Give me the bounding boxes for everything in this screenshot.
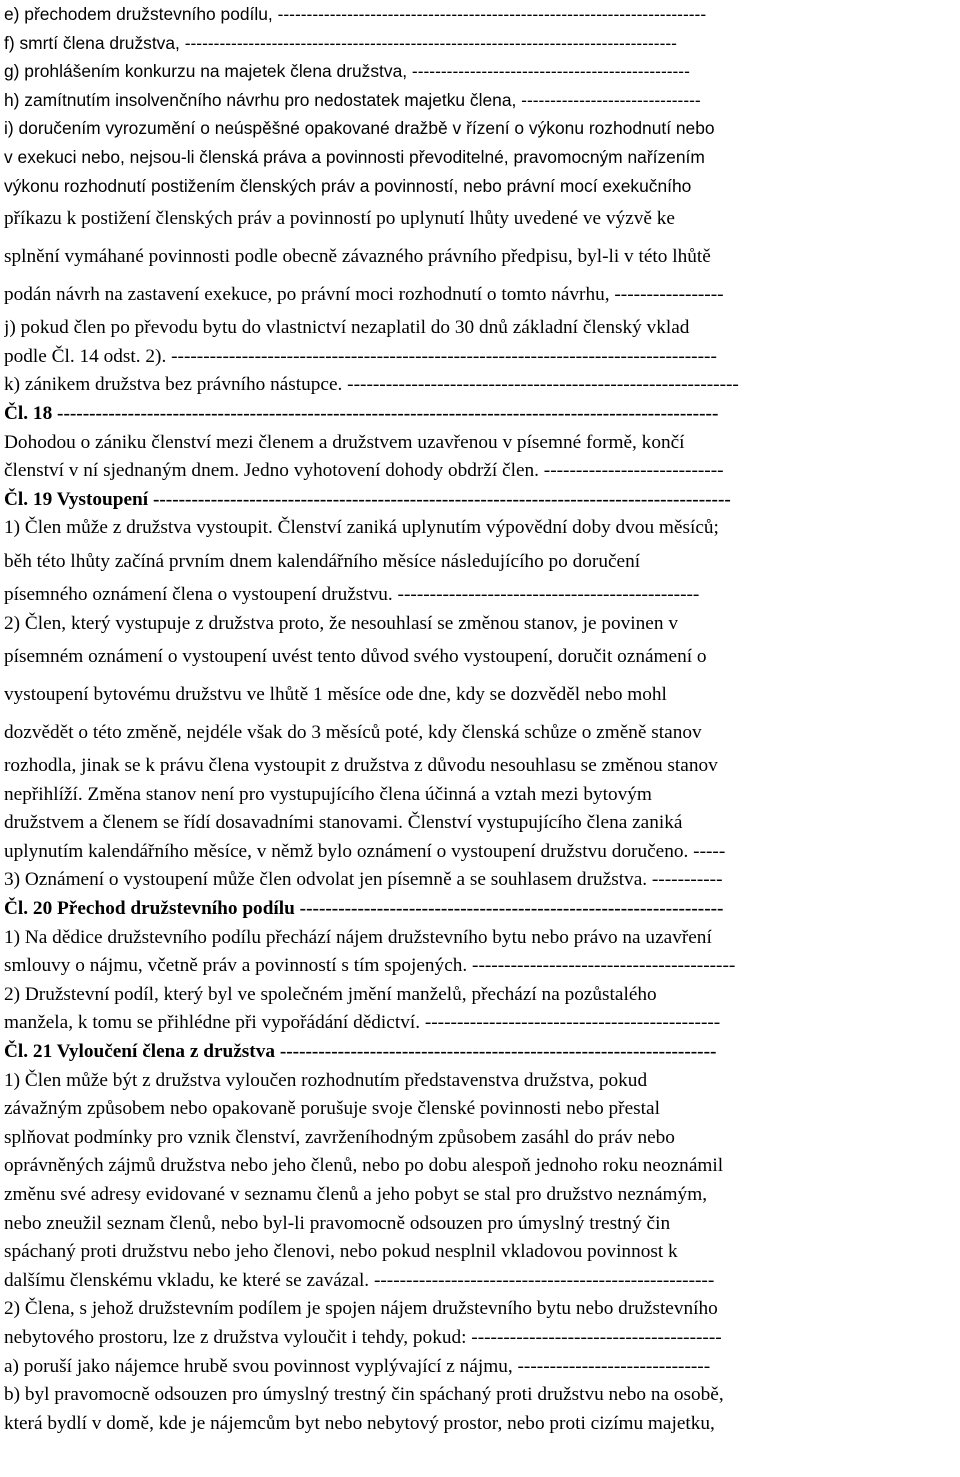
text-line: Čl. 20 Přechod družstevního podílu ------------------------------------------------------------------ xyxy=(4,898,724,920)
text-line: j) pokud člen po převodu bytu do vlastnictví nezaplatil do 30 dnů základní členský vklad xyxy=(4,317,690,339)
text-line: splňovat podmínky pro vznik členství, zavrženíhodným způsobem zasáhl do práv nebo xyxy=(4,1126,675,1148)
text-line: družstvem a členem se řídí dosavadními stanovami. Členství vystupujícího člena zaniká xyxy=(4,812,683,834)
text-line: 1) Člen může z družstva vystoupit. Členství zaniká uplynutím výpovědní doby dvou měsíců; xyxy=(4,517,719,539)
text-line: 2) Člena, s jehož družstevním podílem je spojen nájem družstevního bytu nebo družstevního xyxy=(4,1298,718,1320)
text-line: změnu své adresy evidované v seznamu členů a jeho pobyt se stal pro družstvo neznámým, xyxy=(4,1184,708,1205)
text-line: příkazu k postižení členských práv a povinností po uplynutí lhůty uvedené ve výzvě ke xyxy=(4,208,675,230)
text-line: uplynutím kalendářního měsíce, v němž bylo oznámení o vystoupení družstvu doručeno. ----- xyxy=(4,840,726,862)
text-line: písemného oznámení člena o vystoupení družstvu. ----------------------------------------------- xyxy=(4,583,700,605)
text-line: splnění vymáhané povinnosti podle obecně závazného právního předpisu, byl-li v této lhůtě xyxy=(4,246,711,268)
text-line: podle Čl. 14 odst. 2). ------------------------------------------------------------------------------------- xyxy=(4,345,717,367)
text-line: i) doručením vyrozumění o neúspěšné opakované dražbě v řízení o výkonu rozhodnutí nebo xyxy=(4,118,715,139)
text-line: běh této lhůty začíná prvním dnem kalendářního měsíce následujícího po doručení xyxy=(4,550,641,572)
text-line: závažným způsobem nebo opakovaně porušuje svoje členské povinnosti nebo přestal xyxy=(4,1098,660,1120)
text-line: která bydlí v domě, kde je nájemcům byt nebo nebytový prostor, nebo proti cizímu majetku, xyxy=(4,1412,715,1434)
text-line: a) poruší jako nájemce hrubě svou povinnost vyplývající z nájmu, ------------------------------ xyxy=(4,1355,711,1377)
text-line: f) smrtí člena družstva, ------------------------------------------------------------------------------------- xyxy=(4,32,677,53)
text-line: 2) Družstevní podíl, který byl ve společném jmění manželů, přechází na pozůstalého xyxy=(4,983,657,1005)
text-line: 3) Oznámení o vystoupení může člen odvolat jen písemně a se souhlasem družstva. ----------- xyxy=(4,869,723,891)
text-line: h) zamítnutím insolvenčního návrhu pro nedostatek majetku člena, ------------------------------- xyxy=(4,89,701,110)
text-line: oprávněných zájmů družstva nebo jeho členů, nebo po dobu alespoň jednoho roku neoznámil xyxy=(4,1155,724,1177)
text-line: b) byl pravomocně odsouzen pro úmyslný trestný čin spáchaný proti družstvu nebo na osobě, xyxy=(4,1384,724,1406)
text-line: k) zánikem družstva bez právního nástupce. ------------------------------------------------------------- xyxy=(4,374,739,396)
text-line: nebytového prostoru, lze z družstva vyloučit i tehdy, pokud: --------------------------------------- xyxy=(4,1326,722,1348)
text-line: dalšímu členskému vkladu, ke které se zavázal. ----------------------------------------------------- xyxy=(4,1269,715,1291)
text-line: nepřihlíží. Změna stanov není pro vystupujícího člena účinná a vztah mezi bytovým xyxy=(4,783,652,805)
text-line: Dohodou o zániku členství mezi členem a družstvem uzavřenou v písemné formě, končí xyxy=(4,431,685,453)
text-line: výkonu rozhodnutí postižením členských práv a povinností, nebo právní mocí exekučního xyxy=(4,175,692,196)
text-line: vystoupení bytovému družstvu ve lhůtě 1 měsíce ode dne, kdy se dozvěděl nebo mohl xyxy=(4,684,667,706)
text-line: smlouvy o nájmu, včetně práv a povinností s tím spojených. ----------------------------------------- xyxy=(4,955,736,977)
text-line: podán návrh na zastavení exekuce, po právní moci rozhodnutí o tomto návrhu, ----------------- xyxy=(4,284,724,306)
text-line: rozhodla, jinak se k právu člena vystoupit z družstva z důvodu nesouhlasu se změnou stanov xyxy=(4,755,718,777)
text-line: Čl. 21 Vyloučení člena z družstva -------------------------------------------------------------------- xyxy=(4,1041,717,1063)
text-line: Čl. 19 Vystoupení ------------------------------------------------------------------------------------------ xyxy=(4,488,731,510)
text-line: 2) Člen, který vystupuje z družstva proto, že nesouhlasí se změnou stanov, je povinen v xyxy=(4,612,678,634)
text-line: e) přechodem družstevního podílu, -------------------------------------------------------------------------- xyxy=(4,4,707,24)
text-line: členství v ní sjednaným dnem. Jedno vyhotovení dohody obdrží člen. ---------------------------- xyxy=(4,460,724,482)
text-line: 1) Na dědice družstevního podílu přechází nájem družstevního bytu nebo právo na uzavření xyxy=(4,926,712,948)
text-line: Čl. 18 ------------------------------------------------------------------------------------------------------- xyxy=(4,402,719,424)
text-line: manžela, k tomu se přihlédne při vypořádání dědictví. ---------------------------------------------- xyxy=(4,1012,721,1034)
text-line: písemném oznámení o vystoupení uvést tento důvod svého vystoupení, doručit oznámení o xyxy=(4,646,707,668)
text-line: dozvědět o této změně, nejdéle však do 3 měsíců poté, kdy členská schůze o změně stanov xyxy=(4,722,702,744)
text-line: 1) Člen může být z družstva vyloučen rozhodnutím představenstva družstva, pokud xyxy=(4,1069,648,1091)
text-line: v exekuci nebo, nejsou-li členská práva a povinnosti převoditelné, pravomocným nařízením xyxy=(4,146,705,167)
text-line: spáchaný proti družstvu nebo jeho členovi, nebo pokud nesplnil vkladovou povinnost k xyxy=(4,1241,678,1263)
text-line: nebo zneužil seznam členů, nebo byl-li pravomocně odsouzen pro úmyslný trestný čin xyxy=(4,1212,671,1234)
text-line: g) prohlášením konkurzu na majetek člena družstva, ------------------------------------------------ xyxy=(4,61,690,82)
